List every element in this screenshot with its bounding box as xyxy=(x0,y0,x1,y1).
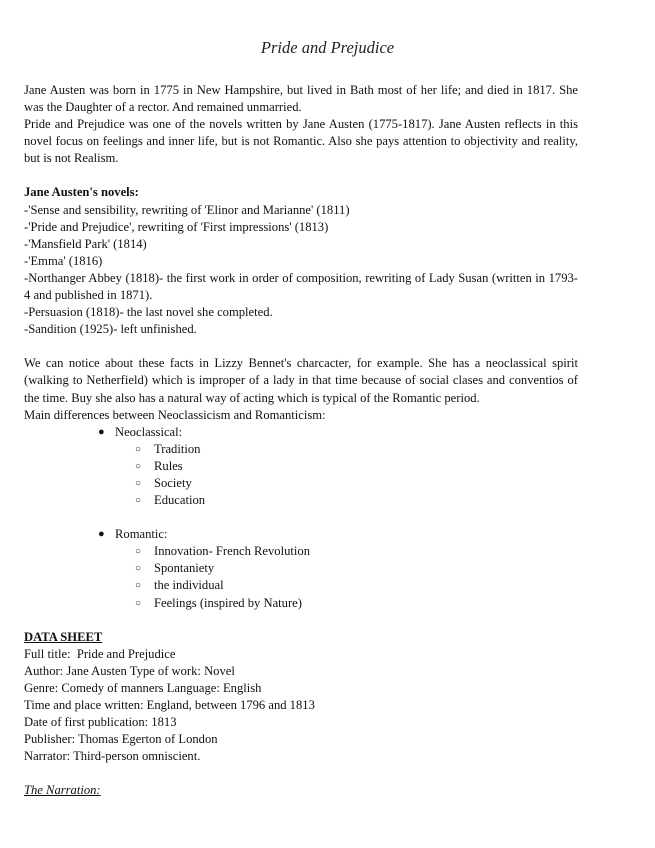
data-sheet-line: Date of first publication: 1813 xyxy=(24,715,177,730)
hollow-bullet-icon: ○ xyxy=(135,460,142,472)
romantic-sublist xyxy=(115,543,578,611)
document-title: Pride and Prejudice xyxy=(260,38,395,57)
romantic-item xyxy=(98,526,578,611)
filled-bullet-icon: ● xyxy=(98,528,105,541)
list-item xyxy=(135,458,578,475)
data-sheet-line: Narrator: Third-person omniscient. xyxy=(24,749,201,764)
list-spacer xyxy=(98,509,578,526)
list-item-text: Feelings (inspired by Nature) xyxy=(154,595,302,610)
narration-heading: The Narration: xyxy=(24,783,101,798)
list-item-text: Education xyxy=(154,493,206,508)
novel-item: -Persuasion (1818)- the last novel she completed. xyxy=(24,305,273,320)
filled-bullet-icon: ● xyxy=(98,425,105,438)
novel-item: -Northanger Abbey (1818)- the first work in order of composition, rewriting of Lady Susan (written in 1793-4 and published in 1871). xyxy=(24,270,578,303)
data-sheet-heading: DATA SHEET xyxy=(24,629,103,644)
data-sheet-line: Publisher: Thomas Egerton of London xyxy=(24,732,218,747)
data-sheet-line: Full title: Pride and Prejudice xyxy=(24,646,176,661)
data-sheet-line: Author: Jane Austen Type of work: Novel xyxy=(24,663,235,678)
list-item xyxy=(135,475,578,492)
list-item-text: Tradition xyxy=(154,441,201,456)
neoclassical-label: Neoclassical: xyxy=(115,424,183,439)
list-item xyxy=(135,492,578,509)
differences-intro: Main differences between Neoclassicism and Romanticism: xyxy=(24,407,326,422)
neoclassical-sublist xyxy=(115,441,578,509)
novel-item: -'Emma' (1816) xyxy=(24,253,103,268)
analysis-paragraph: We can notice about these facts in Lizzy Bennet's charcacter, for example. She has a neoclassical spirit (walking to Netherfield) which is improper of a lady in that time because of social clases and conventios of the time. Buy she also has a natural way of acting which is typical of the Romantic period. xyxy=(24,356,578,405)
list-item xyxy=(135,543,578,560)
data-sheet-line: Time and place written: England, between 1796 and 1813 xyxy=(24,698,315,712)
list-item xyxy=(135,595,578,612)
romantic-label: Romantic: xyxy=(115,527,168,542)
novel-item: -'Sense and sensibility, rewriting of 'Elinor and Marianne' (1811) xyxy=(24,202,350,217)
intro-paragraph-2: Pride and Prejudice was one of the novels written by Jane Austen (1775-1817). Jane Austen reflects in this novel focus on feelings and inner life, but is not Romantic. Also she pays attention to objectivity and reality, but is not Realism. xyxy=(24,117,578,166)
list-item xyxy=(135,577,578,594)
list-item xyxy=(135,560,578,577)
intro-paragraph-1: Jane Austen was born in 1775 in New Hampshire, but lived in Bath most of her life; and died in 1817. She was the Daughter of a rector. And remained unmarried. xyxy=(24,83,578,115)
novel-item: -Sandition (1925)- left unfinished. xyxy=(24,322,197,337)
list-item-text: the individual xyxy=(154,578,224,593)
hollow-bullet-icon: ○ xyxy=(135,477,142,489)
hollow-bullet-icon: ○ xyxy=(135,495,142,507)
list-item-text: Innovation- French Revolution xyxy=(154,544,310,559)
list-item-text: Spontaniety xyxy=(154,561,215,576)
data-sheet-line: Genre: Comedy of manners Language: English xyxy=(24,680,262,695)
hollow-bullet-icon: ○ xyxy=(135,580,142,592)
list-item xyxy=(135,441,578,458)
document-body xyxy=(24,82,578,799)
hollow-bullet-icon: ○ xyxy=(135,563,142,575)
list-item-text: Society xyxy=(154,475,192,490)
hollow-bullet-icon: ○ xyxy=(135,597,142,609)
novels-heading: Jane Austen's novels: xyxy=(24,185,139,200)
hollow-bullet-icon: ○ xyxy=(135,443,142,455)
list-item-text: Rules xyxy=(154,458,183,473)
novel-item: -'Mansfield Park' (1814) xyxy=(24,236,147,251)
differences-list xyxy=(24,424,578,612)
hollow-bullet-icon: ○ xyxy=(135,546,142,558)
neoclassical-item xyxy=(98,424,578,509)
novel-item: -'Pride and Prejudice', rewriting of 'First impressions' (1813) xyxy=(24,219,329,234)
